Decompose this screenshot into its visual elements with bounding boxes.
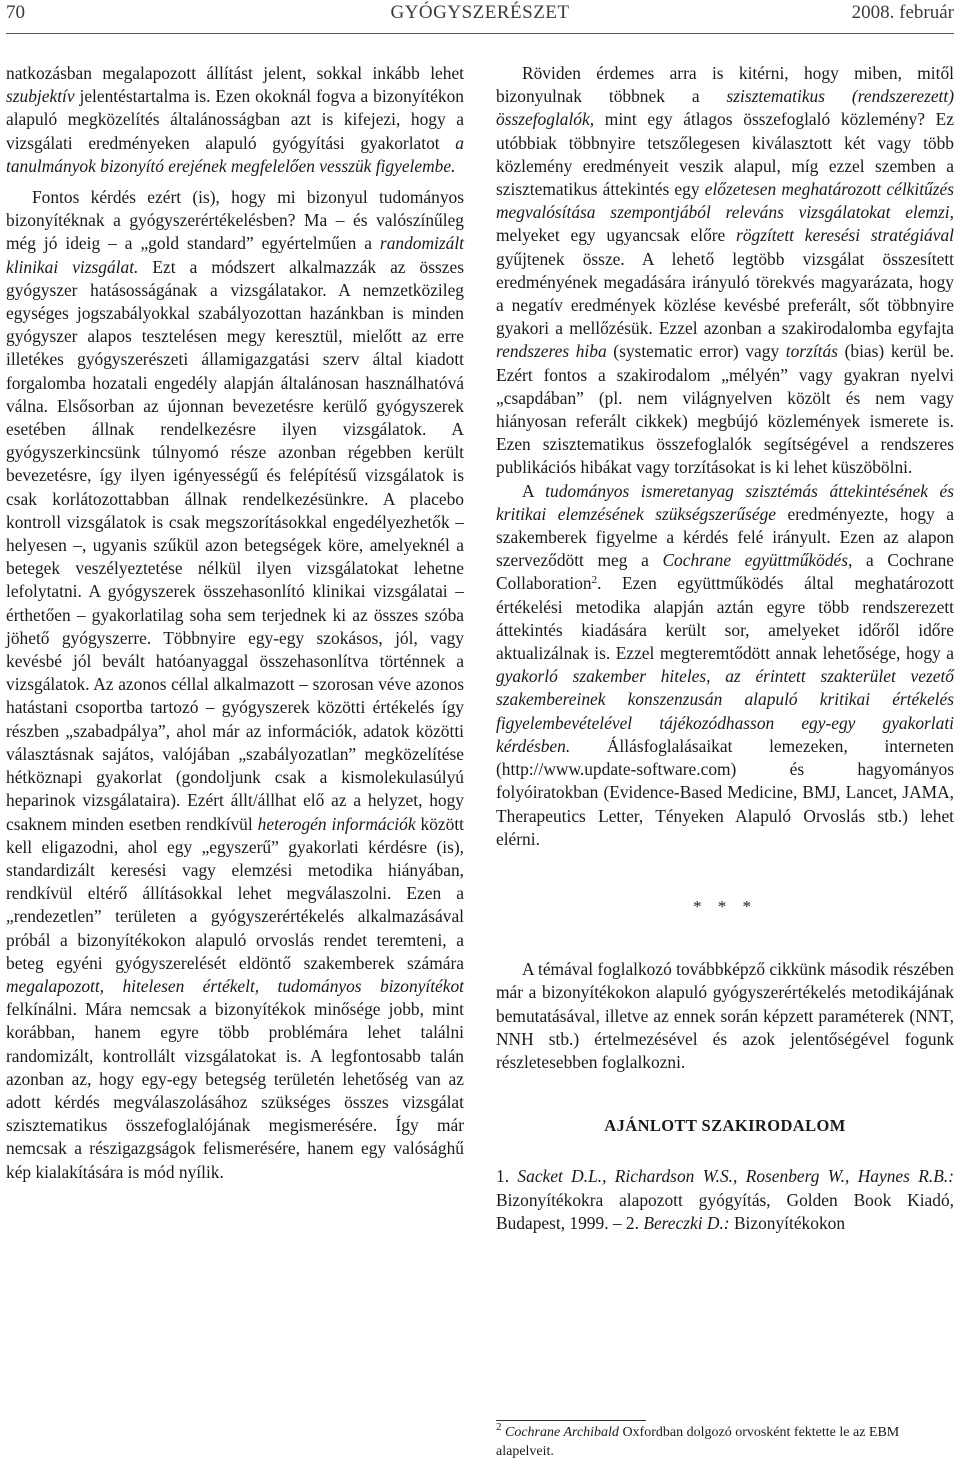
italic-run: megalapozott, hitelesen értékelt, tudományos bizonyítékot — [6, 975, 464, 996]
italic-run: rendszeres hiba — [496, 341, 607, 362]
italic-run: torzítás — [785, 341, 838, 362]
header-rule — [6, 33, 954, 34]
references-list — [496, 1165, 954, 1235]
italic-run: gyakorló szakember hiteles, az érintett szakterület vezető szakembereinek konszenzusán alapuló kritikai értékelés figyelembevételével tájékozódhasson egy-egy gyakorlati kérdésben. — [496, 666, 954, 756]
footnote-rule — [496, 1420, 646, 1421]
text-run: natkozásban megalapozott állítást jelent, sokkal inkább lehet — [6, 63, 464, 83]
text-run: Bizonyítékokra alapozott gyógyítás, Golden Book Kiadó, Budapest, 1999. – 2. — [496, 1189, 954, 1233]
right-column — [496, 62, 954, 1235]
italic-run: Cochrane Archibald — [505, 1425, 619, 1440]
footnote — [496, 1420, 954, 1461]
text-run: Fontos kérdés ezért (is), hogy mi bizonyul tudományos bizonyítéknak a gyógyszerértékelésben? Ma – és valószínűleg még jó ideig – a „gold standard” egyértelműen a — [6, 187, 464, 254]
text-run: . Ezen együttműködés által meghatározott értékelési metodika alapján aztán egyre több rendszerezett áttekintés kiadására került sor, amelyeket időről időre aktualizálnak is. Ezzel megteremtődött annak lehetősége, hogy a — [496, 573, 954, 664]
text-run: Állásfoglalásaikat lemezeken, interneten (http://www.update-software.com) és hagyományos folyóiratokban (Evidence-Based Medicine, BMJ, Lancet, JAMA, Therapeutics Letter, Tényeken Alapuló Orvoslás stb.) lehet elérni. — [496, 735, 954, 849]
italic-run: Bereczki D.: — [643, 1212, 730, 1233]
text-run: Röviden érdemes arra is kitérni, hogy miben, mitől bizonyulnak többnek a — [496, 63, 954, 107]
text-run: , a Cochrane Collaboration — [496, 550, 954, 594]
text-run: , melyeket egy ugyancsak előre — [496, 202, 954, 246]
italic-run: szubjektív — [6, 86, 75, 107]
italic-run: a tanulmányok bizonyító erejének megfelelően vesszük figyelembe. — [6, 132, 464, 176]
paragraph-evidence — [6, 186, 464, 1184]
italic-run: Cochrane együttműködés — [662, 550, 849, 571]
text-run: felkínálni. Mára nemcsak a bizonyítékok minősége jobb, mint korábban, hanem egyre több problémára lehet találni randomizált, kontrollált vizsgálatokat is. A legfontosabb talán azonban az, hogy egy-egy betegség területén lehetőség van az adott kérdés megválaszolásához szükséges összes vizsgálat szisztematikus összefoglalójának megismerésére. Így már nemcsak a részigazgságok felismerésére, hanem egy valósághű kép kialakítására is mód nyílik. — [6, 999, 464, 1182]
italic-run: Sacket D.L., Richardson W.S., Rosenberg W., Haynes R.B.: — [517, 1166, 955, 1187]
text-run: (systematic error) vagy — [606, 341, 786, 362]
running-header — [6, 2, 954, 28]
text-run: A témával foglalkozó továbbképző cikkünk második részében már a bizonyítékokon alapuló gyógyszerértékelés metodikájának bemutatásával, illetve az ennek során képzett paraméterek (NNT, NNH stb.) értelmezésével és azok jelentőségével fogunk részletesebben foglalkozni. — [496, 959, 954, 1072]
text-run: Bizonyítékokon — [729, 1212, 846, 1233]
paragraph-continuation — [6, 62, 464, 178]
journal-title: GYÓGYSZERÉSZET — [390, 2, 570, 23]
italic-run: szisztematikus (rendszerezett) összefoglalók, — [496, 86, 954, 130]
left-column — [6, 62, 464, 1184]
text-run: A — [522, 480, 546, 501]
italic-run: tudományos ismeretanyag szisztémás áttekintésének és kritikai elemzésének szükségszerűsége — [496, 480, 954, 524]
page-number: 70 — [6, 2, 25, 23]
issue-date: 2008. február — [851, 2, 954, 23]
text-run: Ezt a módszert alkalmazzák az összes gyógyszer hatásosságának a vizsgálatakor. A nemzetközileg egységes jogszabályokkal szabályozottan hazánkban is minden gyógyszer alapos tesztelésen megy keresztül, mielőtt az erre illetékes gyógyszerészeti államigazgatási szerv által kiadott forgalomba hozatali engedély alapján általánosan használhatóvá válna. Elsősorban az újonnan bevezetésre kerülő gyógyszerek esetében állnak rendelkezésre ilyen vizsgálatok. A gyógyszerkincsünk túlnyomó része azonban régebben került bevezetésre, így ilyen igényességű és felépítésű vizsgálatok is csak korlátozottabban állnak rendelkezésünkre. A placebo kontroll vizsgálatok is csak megszorításokkal engedélyezhetők – helyesen –, ugyanis szűkül azon betegségek köre, amelyeknél a betegek veszélyeztetése nélkül ilyen vizsgálatokat lehetne lefolytatni. A gyógyszerek összehasonlító klinikai vizsgálatai – érthetően – gyakorlatilag soha sem terjednek ki az összes szóba jöhető gyógyszerre. Többnyire egy-egy szokásos, jól, vagy kevésbé jól bevált hatóanyaggal összehasonlítva történnek a vizsgálatok. Az azonos céllal alkalmazott – szorosan véve azonos hatástani csoportba tartozó – gyógyszerek közötti értékelés így részben „szabadpálya”, ahol már az információk, adatok közötti választásnak sajátos, valójában „szabályozatlan” megközelítése hétköznapi gyakorlat (gondoljunk csak a kismolekulasúlyú heparinok vizsgálataira). Ezért állt/állhat elő az a helyzet, hogy csaknem minden esetben rendkívül — [6, 256, 464, 834]
paragraph-cochrane — [496, 480, 954, 851]
footnote-marker: 2 — [496, 1421, 502, 1433]
text-run: gyűjtenek össze. A lehető legtöbb vizsgálat összesített eredményének megadására irányuló törekvés magyarázata, hogy a negatív eredmények közlése kevésbé preferált, sőt többnyire gyakori a mellőzésük. Ezzel azonban a szakirodalomba egyfajta — [496, 248, 954, 339]
italic-run: heterogén információk — [257, 813, 416, 834]
italic-run: randomizált klinikai vizsgálat. — [6, 233, 464, 277]
footnote-marker: 2 — [591, 574, 598, 587]
italic-run: előzetesen meghatározott célkitűzés megvalósítása szempontjából releváns vizsgálatokat elemzi — [496, 179, 954, 223]
text-run: 1. — [496, 1166, 518, 1187]
text-run: (bias) kerül be. Ezért fontos a szakirodalom „mélyén” vagy gyakran nyelvi „csapdában” (pl. nem világnyelven közölt és nem vagy hiányosan referált cikkek) megbújó közlemények ismerete is. Ezen szisztematikus összefoglalók segítségével a rendszeres publikációs hibákat vagy torzításokat is ki lehet küszöbölni. — [496, 341, 954, 478]
section-divider-stars: * * * — [693, 896, 757, 916]
text-run: Oxfordban dolgozó orvosként fektette le az EBM alapelveit. — [496, 1425, 900, 1459]
footnote-text — [496, 1421, 900, 1459]
text-run: jelentéstartalma is. Ezen okoknál fogva a bizonyítékon alapuló megközelítés általánosságban azt is kifejezi, hogy a vizsgálati eredményeken alapuló gyógyítási gyakorlatot — [6, 86, 464, 153]
text-run: között kell eligazodni, ahol egy „egyszerű” gyakorlati kérdésre (is), standardizált keresési vagy elemzési metodika hiányában, rendkívül eltérő állításokkal lehet megválaszolni. Ezen a „rendezetlen” területen a gyógyszerértékelés alkalmazásával próbál a bizonyítékokon alapuló orvoslás rendet teremteni, a beteg egyéni gyógyszerelését eldöntő szakemberek számára — [6, 813, 464, 973]
paragraph-outlook — [496, 958, 954, 1074]
italic-run: rögzített keresési stratégiával — [736, 225, 954, 246]
paragraph-systematic-reviews — [496, 62, 954, 480]
text-run: eredményezte, hogy a szakemberek figyelme a kérdés felé irányult. Ezen az alapon szerveződött meg a — [496, 503, 954, 571]
text-run: mint egy átlagos összefoglaló közlemény? Ez utóbbiak többnyire tetszőlegesen kiválasztott két vagy több közlemény eredményeit veszik alapul, míg ezzel szemben a szisztematikus áttekintés egy — [496, 109, 954, 200]
references-heading: AJÁNLOTT SZAKIRODALOM — [604, 1116, 846, 1136]
